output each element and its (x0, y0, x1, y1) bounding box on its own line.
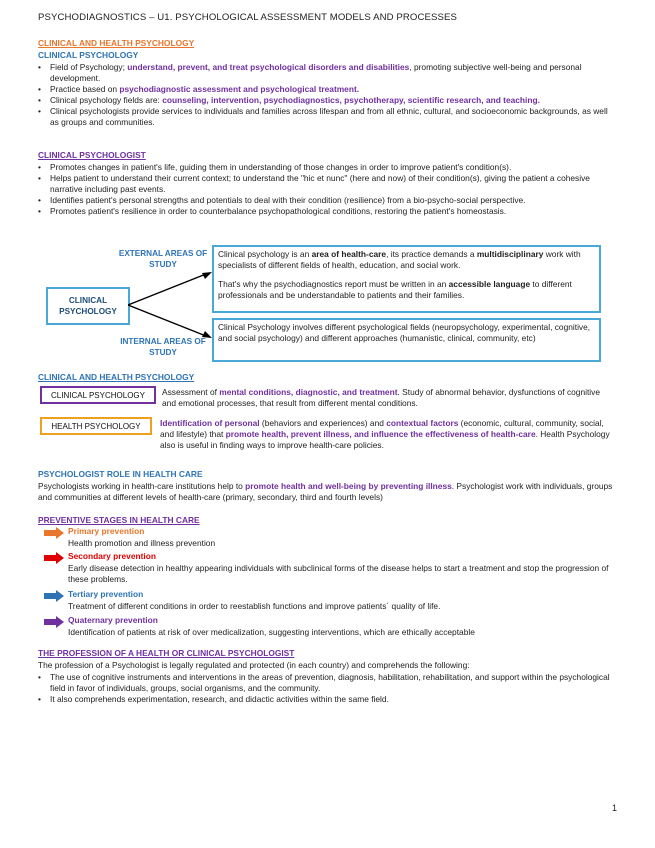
arrow-right-icon (44, 590, 64, 602)
stage-secondary-desc: Early disease detection in healthy appearing individuals with subclinical forms of the disease helps to start a treatment and stop the progression of these problems. (68, 563, 609, 584)
clinical-psychology-tag-label: CLINICAL PSYCHOLOGY (51, 390, 145, 400)
list-item: • Promotes changes in patient's life, guiding them in understanding of those changes in order to improve patient's condition(s). (38, 162, 618, 173)
role-description: Psychologists working in health-care institutions help to promote health and well-being by preventing illness. Psychologist work with individuals, groups and communities at different levels of health-care (primary, secondary, third and fourth levels) (38, 481, 613, 502)
arrowhead-internal (202, 331, 212, 338)
list-item: • Clinical psychology fields are: counseling, intervention, psychodiagnostics, psychotherapy, scientific research, and teaching. (38, 95, 618, 106)
list-item: • It also comprehends experimentation, research, and didactic activities within the same field. (38, 694, 620, 705)
list-item: • Field of Psychology; understand, prevent, and treat psychological disorders and disabilities, promoting subjective well-being and personal development. (38, 62, 618, 84)
internal-areas-box (212, 318, 601, 362)
arrow-right-icon (44, 616, 64, 628)
clinical-psychology-box-label: CLINICAL PSYCHOLOGY (59, 296, 117, 316)
section-heading-clinical-health-2: CLINICAL AND HEALTH PSYCHOLOGY (38, 372, 195, 382)
section-heading-role: PSYCHOLOGIST ROLE IN HEALTH CARE (38, 469, 203, 479)
health-psychology-tag (40, 417, 152, 435)
clinical-psychology-description: Assessment of mental conditions, diagnostic, and treatment. Study of abnormal behavior, dysfunctions of cognitive and emotional processes, that result from different mental conditions. (162, 387, 601, 408)
section-heading-preventive: PREVENTIVE STAGES IN HEALTH CARE (38, 515, 200, 525)
arrow-right-icon (44, 527, 64, 539)
stage-tertiary-name: Tertiary prevention (68, 589, 144, 599)
list-item: • The use of cognitive instruments and interventions in the areas of prevention, diagnosis, habilitation, rehabilitation, and support within the psychological field in favor of individuals, groups, social organisms, and the community. (38, 672, 620, 694)
external-areas-label: EXTERNAL AREAS OF STUDY (118, 249, 208, 269)
stage-quaternary-desc: Identification of patients at risk of over medicalization, suggesting interventions, which are ethically acceptable (68, 627, 475, 637)
page-title: PSYCHODIAGNOSTICS – U1. PSYCHOLOGICAL ASSESSMENT MODELS AND PROCESSES (38, 12, 458, 23)
subheading-clinical-psychology: CLINICAL PSYCHOLOGY (38, 50, 139, 60)
internal-areas-label: INTERNAL AREAS OF STUDY (120, 337, 206, 357)
list-item: • Promotes patient's resilience in order to counterbalance psychopathological conditions, restoring the patient's homeostasis. (38, 206, 618, 217)
arrow-line-internal (128, 305, 206, 336)
arrow-line-external (128, 274, 206, 305)
stage-quaternary-name: Quaternary prevention (68, 615, 158, 625)
list-item: • Helps patient to understand their current context; to understand the "hic et nunc" (here and now) of their condition(s), giving the patient a cohesive narrative including past events. (38, 173, 618, 195)
list-item: • Practice based on psychodiagnostic assessment and psychological treatment. (38, 84, 618, 95)
section-heading-clinical-psychologist: CLINICAL PSYCHOLOGIST (38, 150, 146, 160)
section-heading-profession: THE PROFESSION OF A HEALTH OR CLINICAL PSYCHOLOGIST (38, 648, 295, 658)
clinical-psychology-list (38, 62, 618, 128)
profession-intro: The profession of a Psychologist is legally regulated and protected (in each country) and comprehends the following: (38, 660, 470, 670)
stage-primary-name: Primary prevention (68, 526, 145, 536)
clinical-psychology-tag (40, 386, 156, 404)
internal-areas-text: Clinical Psychology involves different psychological fields (neuropsychology, experimental, cognitive, and social psychology) and different approaches (humanistic, clinical, community, etc) (218, 322, 591, 343)
health-psychology-tag-label: HEALTH PSYCHOLOGY (51, 421, 141, 431)
clinical-psychologist-list (38, 162, 618, 217)
stage-tertiary-desc: Treatment of different conditions in order to reestablish functions and improve patients´ quality of life. (68, 601, 441, 611)
list-item: • Clinical psychologists provide services to individuals and families across lifespan and from all ethnic, cultural, and socioeconomic backgrounds, as well as groups and communities. (38, 106, 618, 128)
profession-list (38, 672, 620, 705)
external-areas-text-2: That's why the psychodiagnostics report must be written in an accessible language to different professionals and be understandable to patients and their families. (218, 279, 572, 300)
clinical-psychology-box (46, 287, 130, 325)
stage-primary-desc: Health promotion and illness prevention (68, 538, 216, 548)
arrowhead-external (202, 272, 212, 279)
list-item: • Identifies patient's personal strengths and potentials to deal with their condition (resilience) from a bio-psycho-social perspective. (38, 195, 618, 206)
section-heading-clinical-health: CLINICAL AND HEALTH PSYCHOLOGY (38, 38, 195, 48)
stage-secondary-name: Secondary prevention (68, 551, 156, 561)
arrow-right-icon (44, 552, 64, 564)
page-number: 1 (611, 803, 617, 813)
health-psychology-description: Identification of personal (behaviors and experiences) and contextual factors (economic, cultural, community, social, and lifestyle) that promote health, prevent illness, and influence the effectiveness of health-care. Health Psychology also is useful in finding ways to improve health-care policies. (160, 418, 610, 450)
diagram-arrows (128, 270, 214, 350)
external-areas-text-1: Clinical psychology is an area of health-care, its practice demands a multidisciplinary work with specialists of different fields of health, education, and social work. (218, 249, 581, 270)
external-areas-box (212, 245, 601, 313)
